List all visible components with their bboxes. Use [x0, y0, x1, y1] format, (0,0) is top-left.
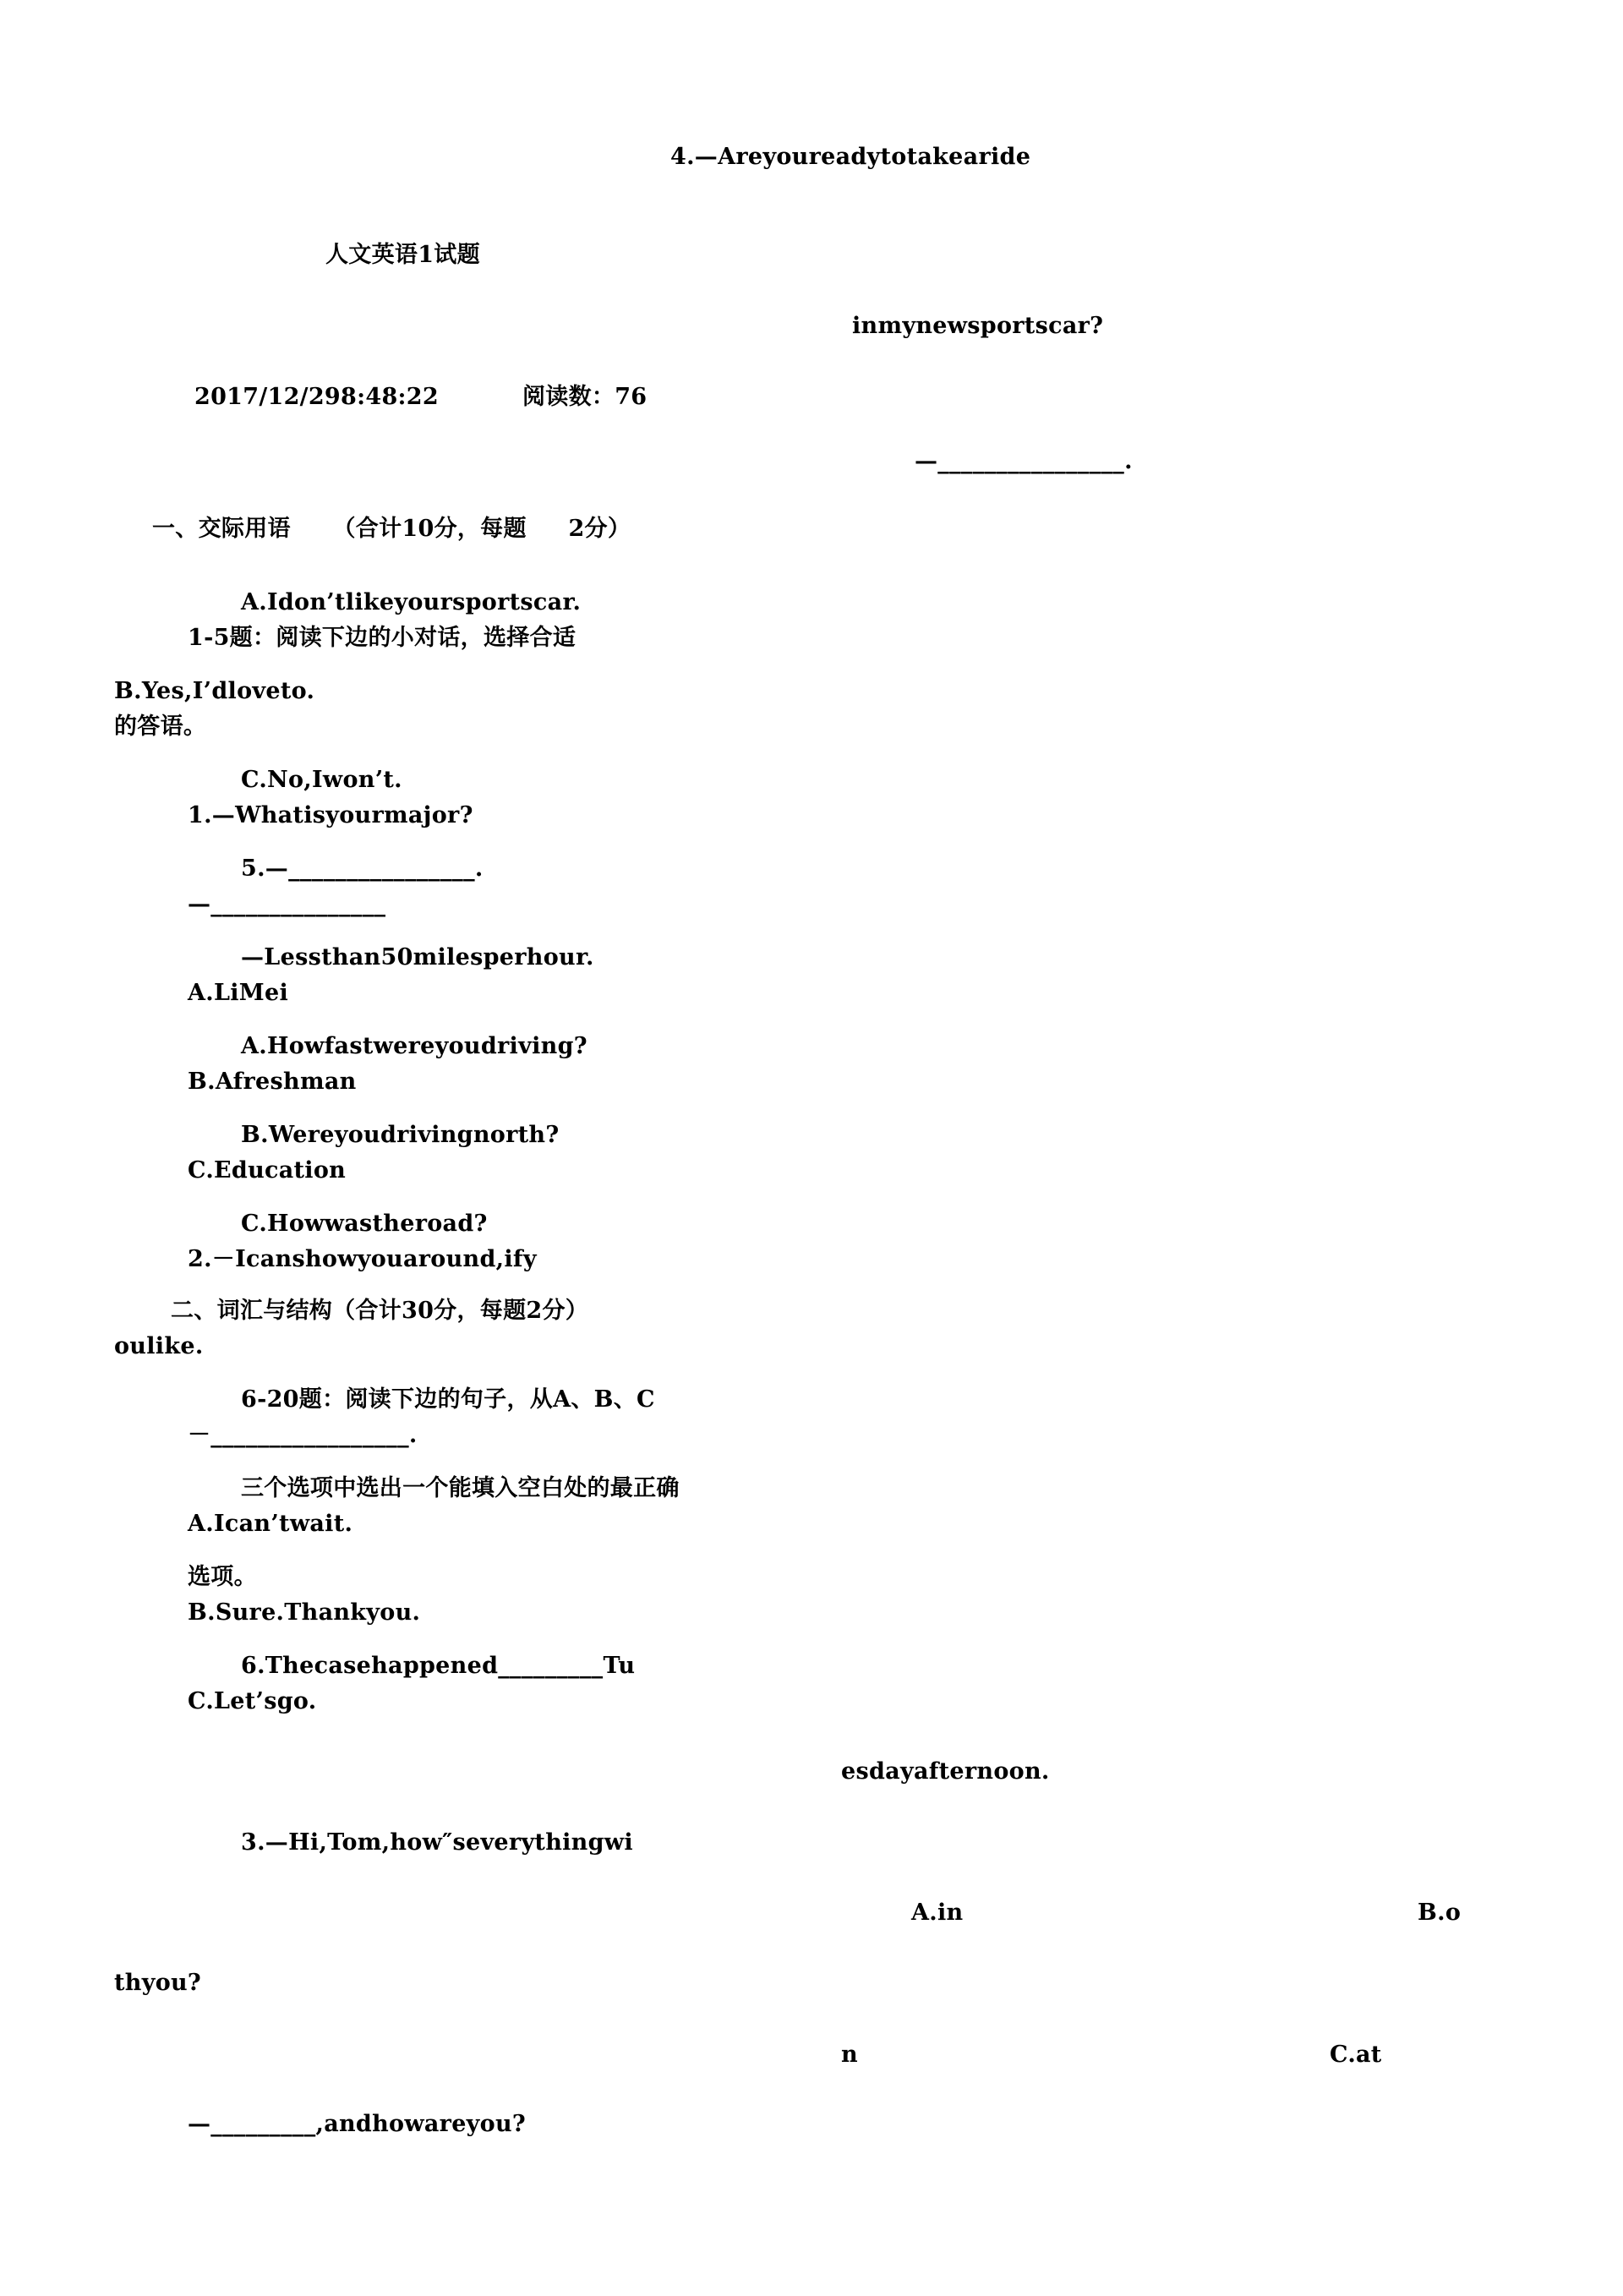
q2-blank: －_________________. — [188, 1422, 418, 1448]
q4-option-b: B.Yes,I’dloveto. — [114, 678, 315, 704]
q3-stem-cont: thyou? — [114, 1970, 202, 1996]
instruction-6-20-cont: 三个选项中选出一个能填入空白处的最正确 — [241, 1475, 680, 1501]
q2-option-b: B.Sure.Thankyou. — [188, 1599, 421, 1626]
instruction-6-20-end: 选项。 — [188, 1564, 257, 1590]
section-2-heading: 二、词汇与结构（合计30分，每题2分） — [171, 1298, 589, 1324]
q4-option-c: C.No,Iwon’t. — [241, 767, 402, 793]
q4-stem-cont: inmynewsportscar? — [852, 313, 1104, 339]
q5-option-b: B.Wereyoudrivingnorth? — [241, 1122, 560, 1148]
instruction-6-20: 6-20题：阅读下边的句子，从A、B、C — [241, 1386, 655, 1413]
q2-option-a: A.Ican’twait. — [188, 1511, 353, 1537]
q3-reply: —_________,andhowareyou? — [188, 2111, 527, 2137]
q1-option-c: C.Education — [188, 1157, 347, 1184]
q2-stem: 2.－Icanshowyouaround,ify — [188, 1246, 537, 1272]
q1-option-b: B.Afreshman — [188, 1069, 357, 1095]
q6-option-a: A.in — [911, 1900, 964, 1926]
q4-stem: 4.—Areyoureadytotakearide — [670, 144, 1031, 170]
read-count: 阅读数：76 — [522, 384, 648, 410]
q6-stem: 6.Thecasehappened_________Tu — [241, 1653, 636, 1679]
q6-option-c: C.at — [1330, 2042, 1382, 2068]
q2-option-c: C.Let’sgo. — [188, 1688, 317, 1714]
q1-option-a: A.LiMei — [188, 980, 289, 1006]
q2-stem-cont: oulike. — [114, 1333, 204, 1359]
q4-option-a: A.Idon’tlikeyoursportscar. — [241, 589, 582, 615]
q5-option-a: A.Howfastwereyoudriving? — [241, 1033, 587, 1059]
q5-stem: 5.—________________. — [241, 856, 484, 882]
instruction-1-5: 1-5题：阅读下边的小对话，选择合适 — [188, 625, 577, 651]
q4-blank: —________________. — [915, 448, 1133, 474]
q3-stem: 3.—Hi,Tom,how″severythingwi — [241, 1829, 633, 1856]
instruction-1-5-cont: 的答语。 — [114, 713, 207, 740]
q5-option-c: C.Howwastheroad? — [241, 1211, 488, 1237]
q5-reply: —Lessthan50milesperhour. — [241, 944, 594, 970]
document-title: 人文英语1试题 — [325, 242, 480, 268]
q1-blank: —_______________ — [188, 891, 386, 917]
section-1-heading: 一、交际用语 （合计10分，每题 2分） — [152, 516, 631, 542]
q1-stem: 1.—Whatisyourmajor? — [188, 802, 473, 828]
q6-option-b-cont: n — [841, 2042, 858, 2068]
q6-option-b: B.o — [1418, 1900, 1462, 1926]
q6-stem-cont: esdayafternoon. — [841, 1758, 1050, 1785]
document-date: 2017/12/298:48:22 — [194, 384, 439, 410]
